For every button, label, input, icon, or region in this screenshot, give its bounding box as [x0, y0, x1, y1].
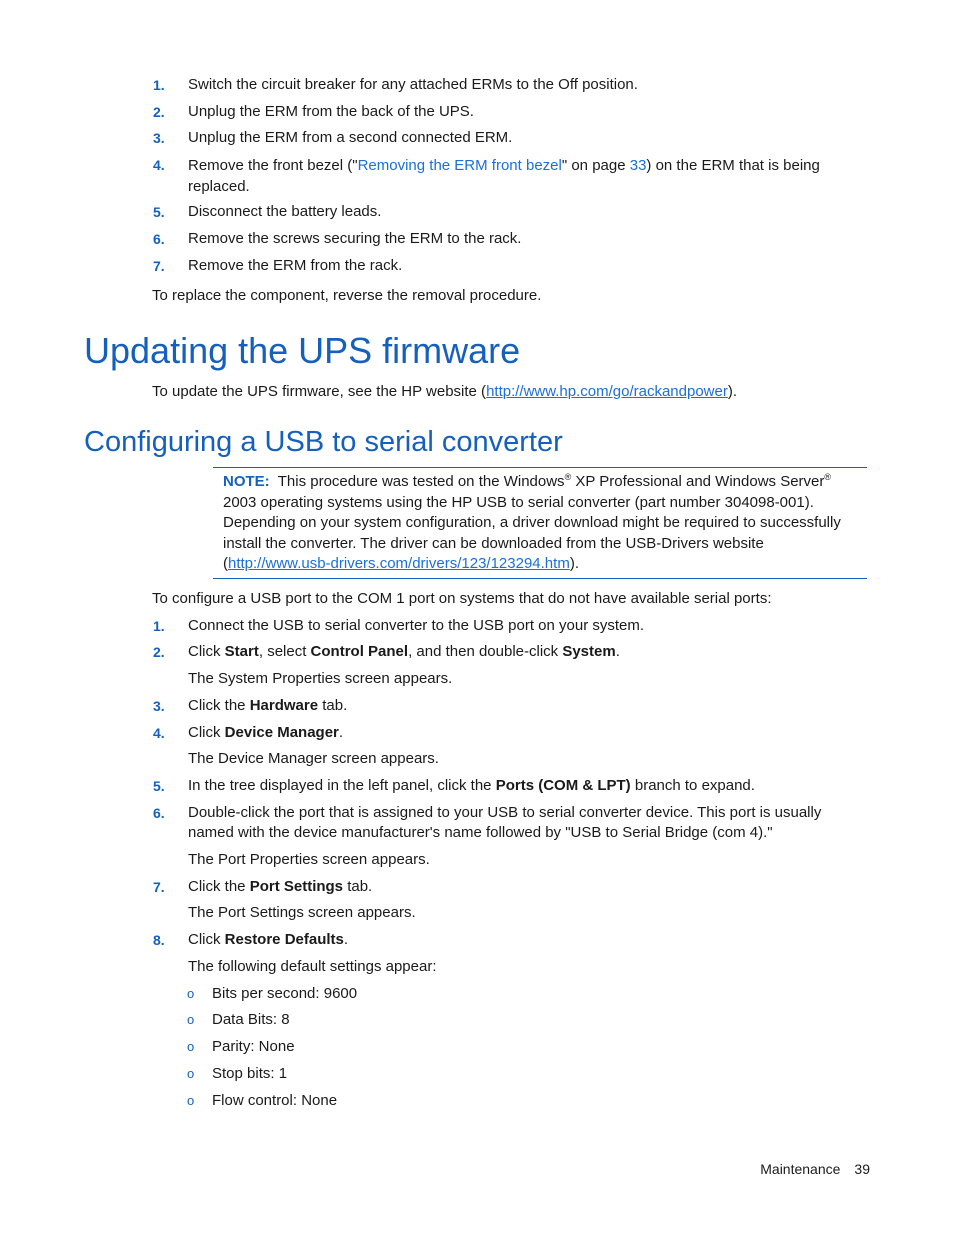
note-text — [223, 472, 863, 575]
text-part: Click — [188, 643, 225, 660]
bullet-text: Parity: None — [212, 1038, 295, 1055]
bullet-icon: o — [187, 1039, 195, 1054]
bullet-icon: o — [187, 1093, 195, 1108]
usb-intro-paragraph: To configure a USB port to the COM 1 port on systems that do not have available serial ports: — [152, 590, 772, 607]
replace-paragraph: To replace the component, reverse the removal procedure. — [152, 287, 542, 304]
list-text: Unplug the ERM from the back of the UPS. — [188, 103, 474, 120]
list-number: 2. — [153, 104, 165, 120]
list-number: 7. — [153, 879, 165, 895]
text-part: In the tree displayed in the left panel, click the — [188, 777, 496, 794]
list-number: 4. — [153, 157, 165, 173]
section-title-firmware: Updating the UPS firmware — [84, 330, 521, 371]
ui-term-restore-defaults: Restore Defaults — [224, 931, 344, 948]
list-number: 7. — [153, 258, 165, 274]
list-number: 8. — [153, 932, 165, 948]
list-text: Double-click the port that is assigned to your USB to serial converter device. This port is usually named with the device manufacturer's name followed by "USB to Serial Bridge (com 4)." — [188, 804, 822, 841]
step-result: The System Properties screen appears. — [188, 670, 453, 687]
list-text: Remove the screws securing the ERM to the rack. — [188, 230, 522, 247]
bullet-text: Flow control: None — [212, 1092, 338, 1109]
ui-term-hardware: Hardware — [249, 697, 319, 714]
text-part: Click — [188, 931, 225, 948]
text-part: tab. — [343, 878, 373, 895]
removing-bezel-link[interactable]: Removing the ERM front bezel — [357, 157, 562, 174]
note-part: ). — [569, 555, 579, 572]
firmware-paragraph — [152, 382, 872, 402]
ui-term-device-manager: Device Manager — [224, 724, 339, 741]
ui-term-port-settings: Port Settings — [249, 878, 344, 895]
list-text: Disconnect the battery leads. — [188, 203, 382, 220]
list-text — [188, 155, 848, 197]
ui-term-start: Start — [224, 643, 259, 660]
list-text-part: " on page — [561, 157, 630, 174]
list-number: 5. — [153, 778, 165, 794]
note-box — [213, 467, 867, 579]
note-part: 2003 operating systems using the HP USB to serial converter (part number 304098-001). Depending on your system configuration, a driver download might be required to successfully install the converter. The driver can be downloaded from the USB-Drivers website ( — [223, 493, 841, 572]
step-result: The Device Manager screen appears. — [188, 750, 439, 767]
text-part: , select — [258, 643, 311, 660]
page-number: 39 — [854, 1161, 870, 1177]
list-number: 5. — [153, 204, 165, 220]
text-part: Click — [188, 724, 225, 741]
ui-term-ports: Ports (COM & LPT) — [495, 777, 631, 794]
text-part: , and then double-click — [408, 643, 563, 660]
bullet-icon: o — [187, 1066, 195, 1081]
list-text — [188, 723, 848, 743]
note-part: XP Professional and Windows Server — [571, 473, 825, 490]
list-text — [188, 642, 848, 662]
list-number: 3. — [153, 130, 165, 146]
list-number: 2. — [153, 644, 165, 660]
text-part: Click the — [188, 697, 250, 714]
list-number: 4. — [153, 725, 165, 741]
list-text: Unplug the ERM from a second connected ERM. — [188, 129, 513, 146]
list-text: Remove the ERM from the rack. — [188, 257, 403, 274]
paragraph-text: To update the UPS firmware, see the HP website ( — [152, 383, 487, 400]
list-text: Connect the USB to serial converter to the USB port on your system. — [188, 617, 645, 634]
bullet-icon: o — [187, 986, 195, 1001]
step-result: The following default settings appear: — [188, 958, 437, 975]
list-text — [188, 776, 848, 796]
bullet-text: Bits per second: 9600 — [212, 985, 358, 1002]
list-text-part: ) on the ERM that is being replaced. — [188, 157, 820, 195]
list-text — [188, 930, 848, 950]
paragraph-text: ). — [727, 383, 738, 400]
text-part: Click the — [188, 878, 250, 895]
note-label: NOTE: — [223, 473, 270, 490]
list-number: 3. — [153, 698, 165, 714]
page-link[interactable]: 33 — [629, 157, 647, 174]
hp-website-link[interactable]: http://www.hp.com/go/rackandpower — [486, 383, 728, 400]
bullet-text: Stop bits: 1 — [212, 1065, 288, 1082]
list-number: 1. — [153, 77, 165, 93]
ui-term-system: System — [562, 643, 616, 660]
bullet-text: Data Bits: 8 — [212, 1011, 290, 1028]
text-part: tab. — [318, 697, 348, 714]
list-number: 6. — [153, 805, 165, 821]
text-part: . — [615, 643, 620, 660]
list-text: Switch the circuit breaker for any attached ERMs to the Off position. — [188, 76, 638, 93]
text-part: . — [338, 724, 344, 741]
text-part: . — [343, 931, 349, 948]
ui-term-control-panel: Control Panel — [310, 643, 409, 660]
footer-section: Maintenance — [760, 1161, 841, 1177]
section-title-usb: Configuring a USB to serial converter — [84, 426, 563, 458]
usb-drivers-link[interactable]: http://www.usb-drivers.com/drivers/123/123294.htm — [228, 555, 570, 572]
text-part: branch to expand. — [630, 777, 755, 794]
step-result: The Port Settings screen appears. — [188, 904, 416, 921]
list-number: 6. — [153, 231, 165, 247]
list-text — [188, 696, 848, 716]
bullet-icon: o — [187, 1012, 195, 1027]
list-text — [188, 877, 848, 897]
note-part: This procedure was tested on the Windows — [277, 473, 565, 490]
page-footer — [760, 1159, 870, 1179]
list-number: 1. — [153, 618, 165, 634]
step-result: The Port Properties screen appears. — [188, 851, 430, 868]
list-text-part: Remove the front bezel (" — [188, 157, 358, 174]
registered-mark: ® — [564, 472, 572, 482]
registered-mark: ® — [824, 472, 832, 482]
